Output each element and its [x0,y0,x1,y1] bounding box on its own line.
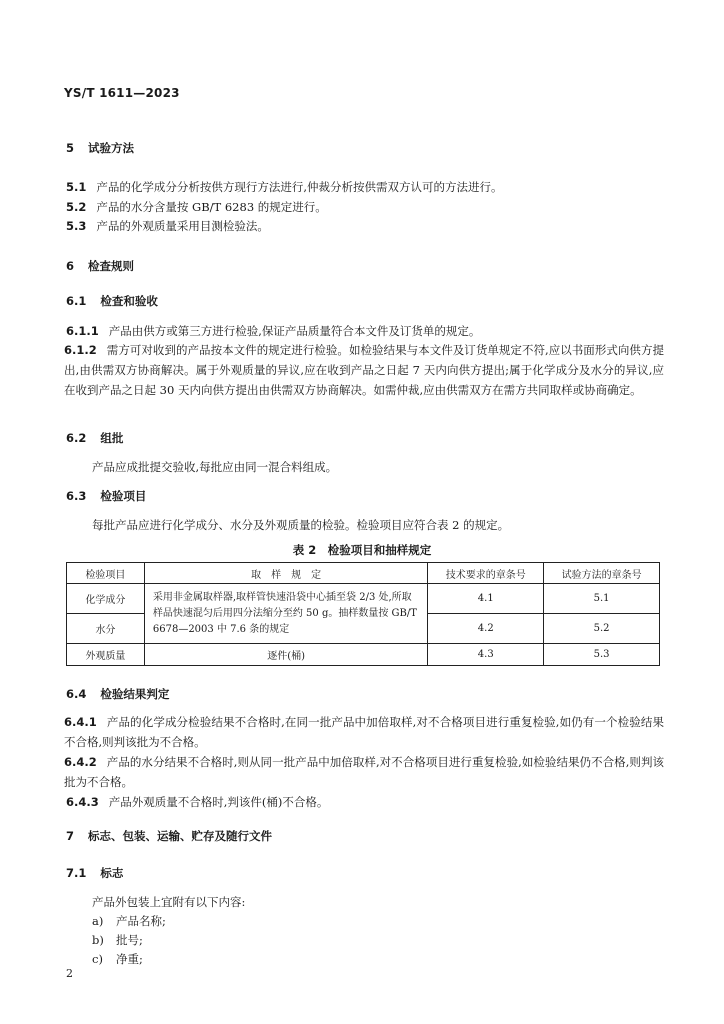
clause-number: 5.3 [66,219,87,233]
clause-text: 产品的化学成分分析按供方现行方法进行,仲裁分析按供需双方认可的方法进行。 [96,180,503,194]
section-title: 试验方法 [88,141,135,155]
clause-6-4-3 [66,794,328,810]
cell-req: 4.3 [428,644,544,666]
page-number: 2 [66,967,73,980]
section-number: 5 [66,141,75,155]
cell-item: 化学成分 [67,584,145,614]
clause-6-1-1 [66,323,480,339]
subsection-6-2-heading [66,430,123,446]
header-item: 检验项目 [67,563,145,584]
standard-number: YS/T 1611—2023 [64,86,180,100]
cell-method: 5.1 [544,584,660,614]
section-number: 7 [66,829,75,843]
subsection-number: 7.1 [66,866,87,880]
subsection-title: 标志 [100,866,124,880]
clause-text: 产品的水分结果不合格时,则从同一批产品中加倍取样,对不合格项目进行重复检验,如检验结果仍不合格,则判该批为不合格。 [64,755,664,789]
subsection-title: 检查和验收 [100,294,158,308]
clause-number: 6.4.3 [66,795,99,809]
header-sampling: 取 样 规 定 [144,563,427,584]
clause-text: 产品的化学成分检验结果不合格时,在同一批产品中加倍取样,对不合格项目进行重复检验,如仍有一个检验结果不合格,则判该批为不合格。 [64,715,664,749]
cell-sampling: 逐件(桶) [144,644,427,666]
table-header-row [67,563,660,584]
subsection-6-4-heading [66,686,169,702]
subsection-number: 6.3 [66,489,87,503]
cell-req: 4.2 [428,614,544,644]
clause-6-4-2 [64,752,664,792]
clause-number: 6.1.1 [66,324,99,338]
section-6-heading [66,258,134,274]
clause-text: 需方可对收到的产品按本文件的规定进行检验。如检验结果与本文件及订货单规定不符,应以书面形式向供方提出,由供需双方协商解决。属于外观质量的异议,应在收到产品之日起 7 天内向供方提出;属于化学成分及水分的异议,应在收到产品之日起 30 天内向供方提出由供需双方协商解决。如需仲裁,应由供需双方在需方共同取样或协商确定。 [64,343,664,397]
cell-method: 5.2 [544,614,660,644]
subsection-6-1-heading [66,293,158,309]
section-title: 标志、包装、运输、贮存及随行文件 [88,829,273,843]
table-2-caption: 表 2 检验项目和抽样规定 [292,543,432,557]
cell-item: 外观质量 [67,644,145,666]
list-marker: c) [92,952,103,966]
list-item [92,913,166,929]
list-marker: a) [92,914,104,928]
clause-text: 产品的水分含量按 GB/T 6283 的规定进行。 [96,200,327,214]
cell-sampling-merged: 采用非金属取样器,取样管快速沿袋中心插至袋 2/3 处,所取样品快速混匀后用四分法缩分至约 50 g。抽样数量按 GB/T 6678—2003 中 7.6 条的规定 [144,584,427,644]
clause-text: 产品的外观质量采用目测检验法。 [96,219,269,233]
cell-method: 5.3 [544,644,660,666]
subsection-title: 组批 [100,431,124,445]
clause-5-1 [66,179,503,195]
list-text: 产品名称; [116,914,166,928]
subsection-number: 6.2 [66,431,87,445]
clause-text: 产品外观质量不合格时,判该件(桶)不合格。 [108,795,329,809]
table-row [67,584,660,614]
clause-number: 6.1.2 [64,343,97,357]
subsection-number: 6.4 [66,687,87,701]
subsection-7-1-heading [66,865,123,881]
clause-number: 6.4.1 [64,715,97,729]
clause-6-1-2 [64,340,664,400]
table-2 [66,562,660,666]
cell-item: 水分 [67,614,145,644]
list-marker: b) [92,933,104,947]
list-text: 批号; [116,933,143,947]
section-5-heading [66,140,134,156]
clause-6-2-text: 产品应成批提交验收,每批应由同一混合料组成。 [92,460,338,474]
clause-number: 5.1 [66,180,87,194]
section-number: 6 [66,259,75,273]
clause-number: 6.4.2 [64,755,97,769]
header-method: 试验方法的章条号 [544,563,660,584]
clause-number: 5.2 [66,200,87,214]
list-item [92,951,143,967]
subsection-6-3-heading [66,488,146,504]
section-title: 检查规则 [88,259,135,273]
clause-6-3-text: 每批产品应进行化学成分、水分及外观质量的检验。检验项目应符合表 2 的规定。 [92,518,510,532]
subsection-title: 检验项目 [100,489,147,503]
table-row [67,644,660,666]
clause-6-4-1 [64,712,664,752]
section-7-heading [66,828,272,844]
clause-5-2 [66,199,327,215]
list-item [92,932,143,948]
clause-5-3 [66,218,269,234]
list-text: 净重; [116,952,143,966]
cell-req: 4.1 [428,584,544,614]
header-req: 技术要求的章条号 [428,563,544,584]
clause-text: 产品由供方或第三方进行检验,保证产品质量符合本文件及订货单的规定。 [108,324,481,338]
subsection-number: 6.1 [66,294,87,308]
subsection-title: 检验结果判定 [100,687,170,701]
clause-7-1-intro: 产品外包装上宜附有以下内容: [92,895,246,909]
